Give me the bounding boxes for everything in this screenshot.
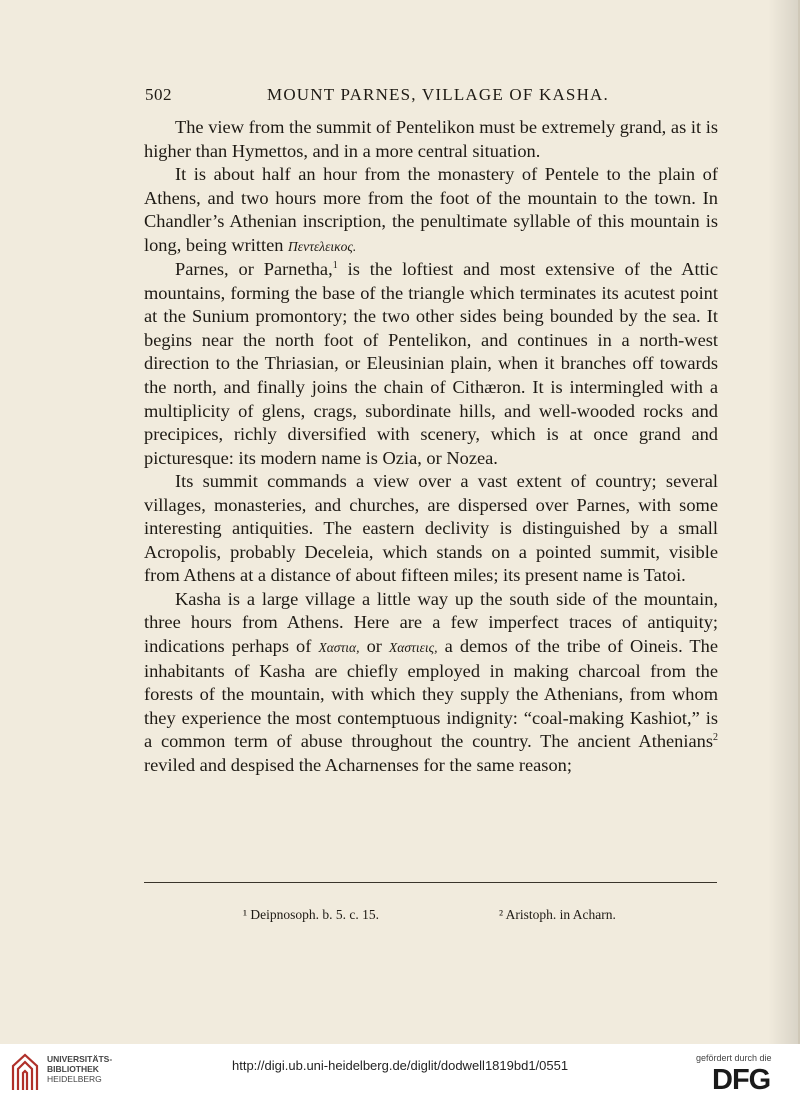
funded-by-label: gefördert durch die [696,1053,772,1063]
paragraph-5 [144,588,718,777]
page-number: 502 [145,85,172,104]
paragraph-5-start: Kasha is a large village a little way up the south side of the mountain, three hours from Athens. Here are a few imperfect traces of antiquity; indications perhaps of [144,588,718,657]
paragraph-3-start: Parnes, or Parnetha, [175,259,333,280]
paragraph-2-text: It is about half an hour from the monastery of Pentele to the plain of Athens, and two hours more from the foot of the mountain to the town. In Chandler’s Athenian inscription, the penultimate syllable of this mountain is long, being written [144,164,718,255]
paragraph-2 [144,163,718,258]
uni-line-1: UNIVERSITÄTS- [47,1054,113,1064]
university-library-name [47,1054,112,1084]
dfg-logo: DFG [712,1064,771,1096]
footnote-divider [144,882,717,883]
body-text [144,116,718,777]
page-title: MOUNT PARNES, VILLAGE OF KASHA. [267,85,609,104]
footnote-ref-2: 2 [713,732,718,744]
paragraph-3-rest: is the loftiest and most extensive of the Attic mountains, forming the base of the triangle which terminates its acutest point at the Sunium promontory; the two other sides being bounded by the sea. It begins near the north foot of Pentelikon, and continues in a north-west direction to the Thriasian, or Eleusinian plain, when it branches off towards the north, and finally joins the chain of Cithæron. It is intermingled with a multiplicity of glens, crags, subordinate hills, and well-wooded rocks and precipices, richly diversified with scenery, which is at once grand and picturesque: its modern name is Ozia, or Nozea. [144,259,718,468]
footnote-2: ² Aristoph. in Acharn. [499,907,616,922]
uni-line-3: HEIDELBERG [47,1074,102,1084]
paragraph-5-mid: a demos of the tribe of Oineis. The inhabitants of Kasha are chiefly employed in making charcoal from the forests of the mountain, with which they supply the Athenians, from whom they experience the most contemptuous indignity: “coal-making Kashiot,” is a common term of abuse throughout the country. The ancient Athenians [144,636,719,752]
paragraph-1: The view from the summit of Pentelikon must be extremely grand, as it is higher than Hymettos, and in a more central situation. [144,117,718,161]
university-library-logo-icon [10,1052,40,1092]
uni-line-2: BIBLIOTHEK [47,1064,99,1074]
paragraph-5-end: reviled and despised the Acharnenses for the same reason; [144,754,572,775]
running-head [145,85,725,109]
greek-word: Χαστιεις, [389,640,438,656]
paragraph-4: Its summit commands a view over a vast extent of country; several villages, monasteries, and churches, are dispersed over Parnes, with some interesting antiquities. The eastern declivity is distinguished by a small Acropolis, probably Deceleia, which stands on a pointed summit, visible from Athens at a distance of about fifteen miles; its present name is Tatoi. [144,471,718,586]
greek-word: Πεντελεικος. [288,238,357,254]
footnote-ref-1: 1 [332,260,338,272]
greek-word: Χαστια, [318,640,360,656]
paragraph-5-or: or [359,636,389,657]
permalink-url[interactable]: http://digi.ub.uni-heidelberg.de/diglit/dodwell1819bd1/0551 [232,1058,569,1073]
footnote-1: ¹ Deipnosoph. b. 5. c. 15. [243,907,380,922]
paragraph-3 [144,258,718,470]
